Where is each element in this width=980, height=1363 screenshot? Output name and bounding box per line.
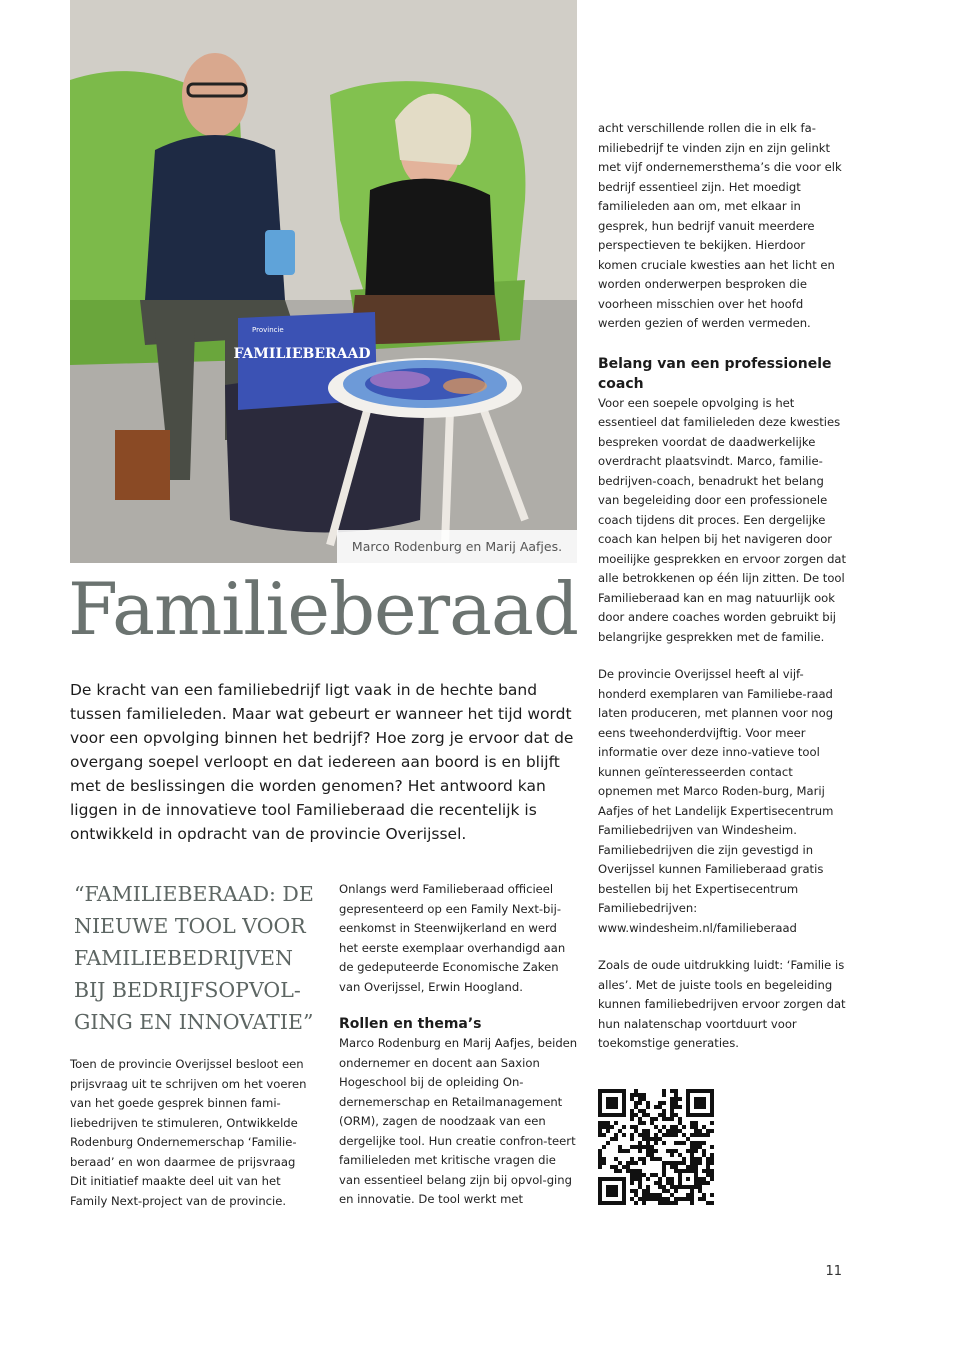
game-box-title: FAMILIEBERAAD — [233, 346, 371, 362]
photo-caption: Marco Rodenburg en Marij Aafjes. — [337, 530, 577, 563]
body-paragraph: Voor een soepele opvolging is het essentieel dat familieleden deze kwesties bespreken voordat de daadwerkelijke overdracht plaatsvindt. Marco, familie-bedrijven-coach, benadrukt het belang van begeleiding door een professionele coach tijdens dit proces. Een dergelijke coach kan helpen bij het navigeren door moeilijke gesprekken en ervoor zorgen dat alle betrokkenen op één lijn zitten. De tool Familieberaad kan en mag natuurlijk ook door andere coaches worden gebruikt bij belangrijke gesprekken met de familie. — [598, 395, 847, 644]
column-middle — [339, 880, 579, 1210]
body-paragraph: Zoals de oude uitdrukking luidt: ‘Familie is alles’. Met de juiste tools en begeleiding kunnen familiebedrijven ervoor zorgen dat hun nalatenschap voortduurt voor toekomstige generaties. — [598, 958, 846, 1050]
column-left — [70, 1055, 315, 1211]
section-heading-coach: Belang van een professionele coach — [598, 355, 832, 392]
body-paragraph: Marco Rodenburg en Marij Aafjes, beiden ondernemer en docent aan Saxion Hogeschool bij de opleiding On-dernemerschap en Retailmanagement (ORM), zagen de noodzaak van een dergelijke tool. Hun creatie confron-teert familieleden met kritische vragen die van essentieel belang zijn bij opvol-ging en innovatie. De tool werkt met — [339, 1036, 578, 1206]
body-paragraph: acht verschillende rollen die in elk fa-miliebedrijf te vinden zijn en zijn gelinkt met vijf ondernemersthema’s die voor elk bedrijf essentieel zijn. Het moedigt familieleden aan om, met elkaar in gesprek, hun bedrijf vanuit meerdere perspectieven te bekijken. Hierdoor komen cruciale kwesties aan het licht en worden onderwerpen besproken die voorheen misschien over het hoofd werden gezien of werden vermeden. — [598, 121, 842, 330]
photo-illustration — [70, 0, 577, 563]
body-paragraph: De provincie Overijssel heeft al vijf-honderd exemplaren van Familiebe-raad laten produceren, met plannen voor nog eens tweehonderdvijftig. Voor meer informatie over deze inno-vatieve tool kunnen geïnteresseerden contact opnemen met Marco Roden-burg, Marij Aafjes of het Landelijk Expertisecentrum Familiebedrijven van Windesheim. Familiebedrijven die zijn gevestigd in Overijssel kunnen Familieberaad gratis bestellen bij het Expertisecentrum Familiebedrijven: www.windesheim.nl/familieberaad — [598, 667, 834, 935]
body-paragraph: Toen de provincie Overijssel besloot een prijsvraag uit te schrijven om het voeren van het goede gesprek binnen fami-liebedrijven te stimuleren, Ontwikkelde Rodenburg Ondernemerschap ‘Familie-beraad’ en won daarmee de prijsvraag Dit initiatief maakte deel uit van het Family Next-project van de provincie. — [70, 1057, 307, 1208]
section-heading-roles: Rollen en thema’s — [339, 1016, 482, 1032]
column-right — [598, 119, 848, 1054]
pull-quote: “FAMILIEBERAAD: DE NIEUWE TOOL VOOR FAMILIEBEDRIJVEN BIJ BEDRIJFSOPVOL-GING EN INNOVATIE” — [74, 882, 314, 1034]
qr-code-graphic — [598, 1089, 714, 1205]
page-title: Familieberaad — [68, 567, 579, 651]
intro-paragraph: De kracht van een familiebedrijf ligt vaak in de hechte band tussen familieleden. Maar wat gebeurt er wanneer het tijd wordt voor een opvolging binnen het bedrijf? Hoe zorg je ervoor dat de overgang soepel verloopt en dat iedereen aan boord is en blijft met de beslissingen die worden genomen? Het antwoord kan liggen in de innovatieve tool Familieberaad die recentelijk is ontwikkeld in opdracht van de provincie Overijssel. — [70, 681, 574, 843]
qr-code[interactable] — [598, 1089, 714, 1205]
page-number: 11 — [825, 1264, 842, 1279]
article-photo — [70, 0, 577, 563]
body-paragraph: Onlangs werd Familieberaad officieel gepresenteerd op een Family Next-bij-eenkomst in Steenwijkerland en werd het eerste exemplaar overhandigd aan de gedeputeerde Economische Zaken van Overijssel, Erwin Hoogland. — [339, 882, 566, 994]
game-box-brand: Provincie — [252, 326, 284, 334]
